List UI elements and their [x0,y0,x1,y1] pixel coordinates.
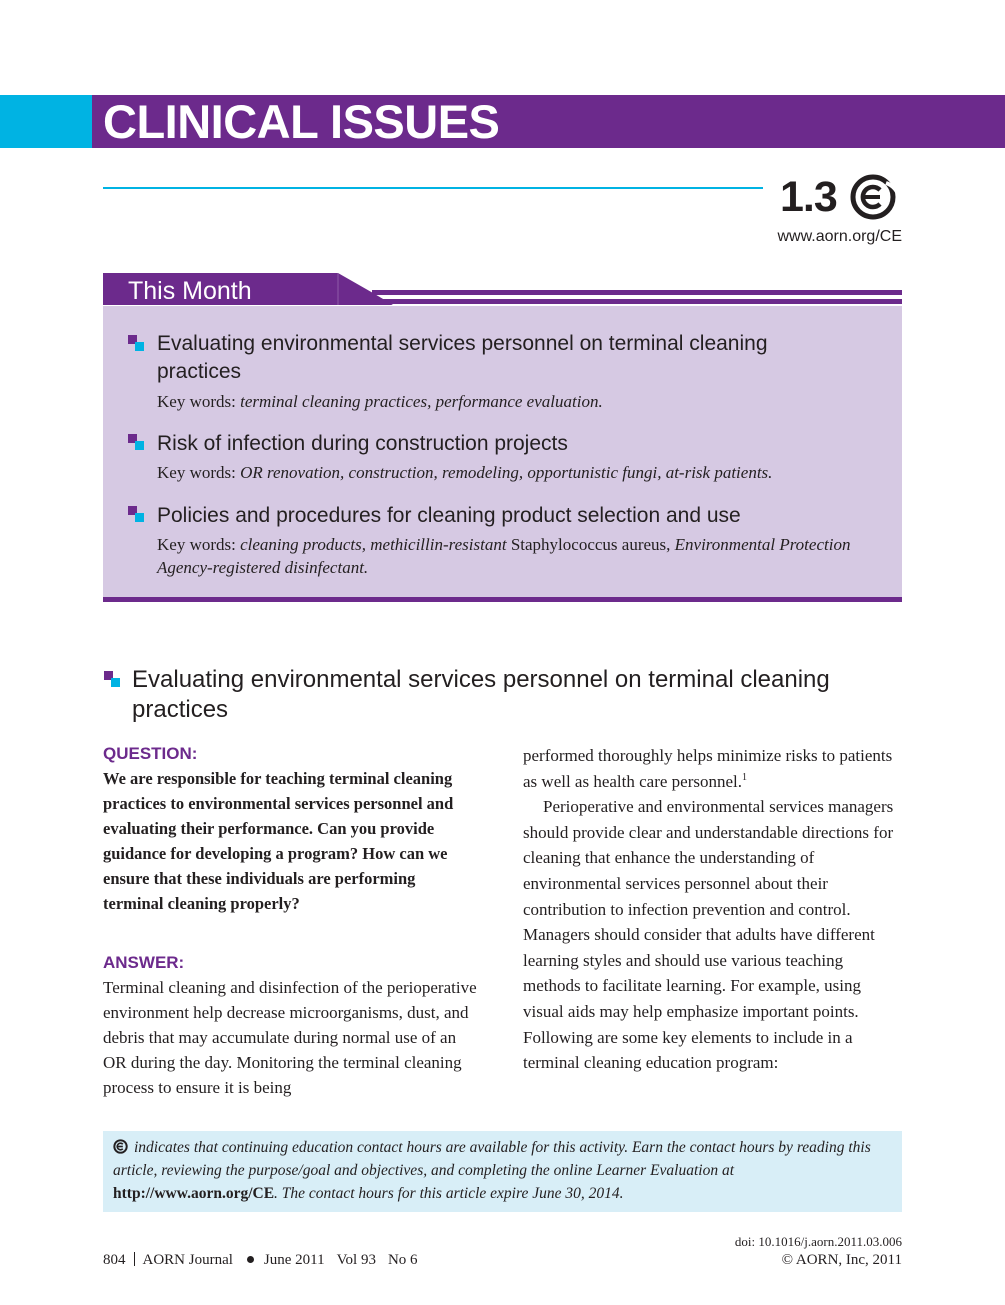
ce-url[interactable]: www.aorn.org/CE [777,228,902,245]
article-title: Evaluating environmental services personnel on terminal cleaning practices [132,666,830,723]
answer-label: ANSWER: [103,953,185,972]
footer-separator [134,1252,135,1266]
bullet-icon [128,335,144,351]
ce-logo-icon [850,174,902,220]
issue-date: June 2011 [263,1252,325,1268]
this-month-item-title: Evaluating environmental services personnel on terminal cleaning practices [157,332,768,383]
volume: Vol 93 [336,1252,376,1268]
this-month-label: This Month [128,277,252,305]
question-label: QUESTION: [103,744,198,763]
ce-link[interactable]: http://www.aorn.org/CE [113,1185,275,1202]
article-paragraph: performed thoroughly helps minimize risks to patients as well as health care personnel.$^1$ [523,746,893,791]
ce-credit-value: 1.3 [780,173,837,221]
this-month-item-keywords: Key words: OR renovation, construction, remodeling, opportunistic fungi, at-risk patients. [157,463,773,482]
ce-logo-icon [113,1139,130,1154]
bullet-icon [128,434,144,450]
page-number: 804 [103,1252,126,1268]
this-month-item-title: Risk of infection during construction projects [157,432,568,455]
header-accent-block [0,95,92,148]
footer-citation [103,1252,418,1269]
this-month-bottom-rule [103,597,902,602]
this-month-stripe [380,299,902,304]
bullet-icon [128,506,144,522]
bullet-dot-icon [247,1256,254,1263]
ce-note-text: indicates that continuing education contact hours are available for this activity. Earn the contact hours by reading this article, reviewing the purpose/goal and objectives, and completing the online Learner Evaluation at http://www.aorn.org/CE. The contact hours for this article expire June 30, 2014. [113,1139,871,1202]
journal-name: AORN Journal [142,1252,233,1268]
article-paragraph: Perioperative and environmental services managers should provide clear and understandable directions for cleaning that enhance the understanding of environmental services personnel about their contribution to infection prevention and control. Managers should consider that adults have different learning styles and should use various teaching methods to facilitate learning. For example, using visual aids may help emphasize important points. Following are some key elements to include in a terminal cleaning education program: [523,797,894,1073]
section-title: CLINICAL ISSUES [103,95,500,148]
answer-text: Terminal cleaning and disinfection of the perioperative environment help decrease microorganisms, dust, and debris that may accumulate during normal use of an OR during the day. Monitoring the terminal cleaning process to ensure it is being [103,978,477,1097]
issue-number: No 6 [387,1252,418,1268]
this-month-item-keywords: Key words: cleaning products, methicillin-resistant Staphylococcus aureus, Environmental Protection Agency-registered disinfectant. [157,535,851,577]
bullet-icon [104,671,120,687]
header-rule [103,187,763,189]
doi: doi: 10.1016/j.aorn.2011.03.006 [734,1234,902,1249]
this-month-item-keywords: Key words: terminal cleaning practices, performance evaluation. [157,392,603,411]
question-text: We are responsible for teaching terminal cleaning practices to environmental services personnel and evaluating their performance. Can you provide guidance for developing a program? How can we ensure that these individuals are performing terminal cleaning properly? [103,769,454,913]
reference-marker[interactable]: 1 [742,771,748,783]
this-month-item-title: Policies and procedures for cleaning product selection and use [157,504,741,527]
copyright: © AORN, Inc, 2011 [781,1252,902,1268]
article-right-column [523,743,903,1076]
this-month-stripe [372,290,902,295]
